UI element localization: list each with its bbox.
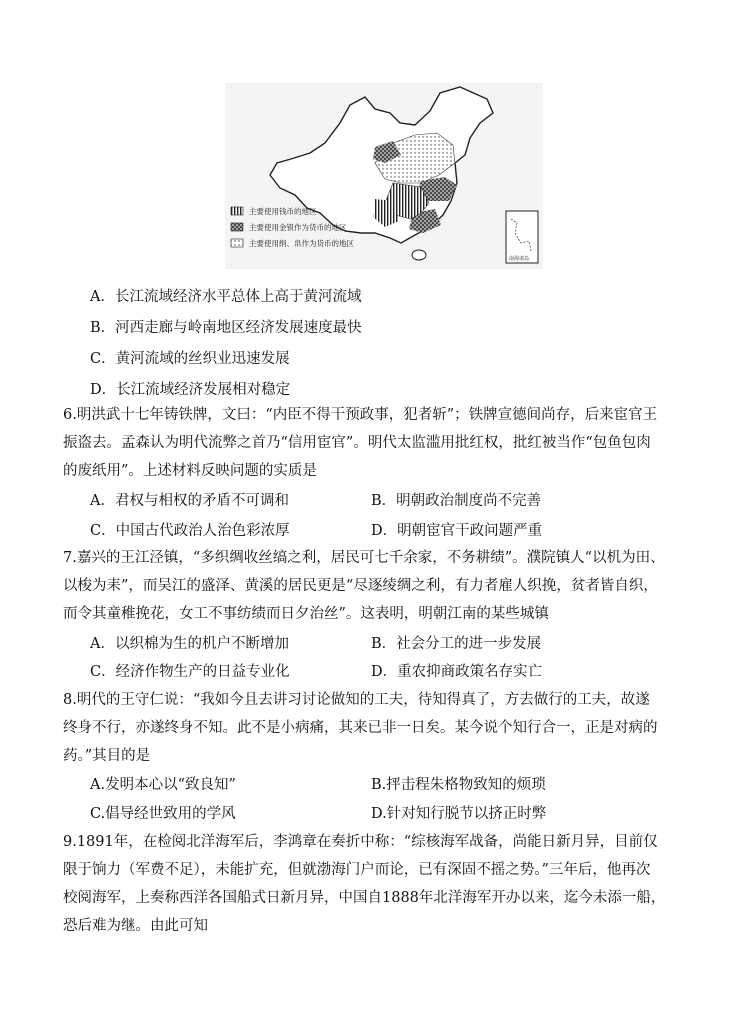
q8-option-b: B.抨击程朱格物致知的烦琐 <box>371 777 546 793</box>
map-svg <box>225 83 543 269</box>
q6-option-c: C．中国古代政治人治色彩浓厚 <box>90 523 290 539</box>
q7-stem-line-3: 而令其童稚挽花，女工不事纺绩而日夕治丝”。这表明，明朝江南的某些城镇 <box>63 606 549 622</box>
q6-option-a: A．君权与相权的矛盾不可调和 <box>90 493 289 509</box>
q6-stem-line-3: 的废纸用”。上述材料反映问题的实质是 <box>63 463 317 479</box>
q9-stem-line-3: 校阅海军，上奏称西洋各国船式日新月异，中国自1888年北洋海军开办以来，迄今未添一船， <box>63 890 666 906</box>
q5-option-a: A．长江流域经济水平总体上高于黄河流域 <box>90 289 362 305</box>
q8-stem-line-2: 终身不行，亦遂终身不知。此不是小病痛，其来已非一日矣。某今说个知行合一，正是对病的 <box>63 720 658 736</box>
q5-option-d: D．长江流域经济发展相对稳定 <box>90 382 291 398</box>
inset-label: 南海诸岛 <box>509 256 530 262</box>
q7-option-b: B．社会分工的进一步发展 <box>371 636 542 652</box>
q9-stem-line-2: 限于饷力（军费不足），未能扩充，但就渤海门户而论，已有深固不摇之势。”三年后，他再次 <box>63 862 651 878</box>
q6-option-b: B．明朝政治制度尚不完善 <box>371 493 542 509</box>
q6-stem-line-1: 6.明洪武十七年铸铁牌，文曰：“内臣不得干预政事，犯者斩”；铁牌宣德间尚存，后来宦官王 <box>63 407 658 423</box>
q6-stem-line-2: 振盗去。孟森认为明代流弊之首乃“信用宦官”。明代太监滥用批红权，批红被当作“包鱼包肉 <box>63 435 651 451</box>
q9-stem-line-1: 9.1891年，在检阅北洋海军后，李鸿章在奏折中称：“综核海军战备，尚能日新月异，目前仅 <box>63 834 658 850</box>
q8-stem-line-3: 药。”其目的是 <box>63 748 151 764</box>
legend-label-coins: 主要使用钱币的地区 <box>249 207 317 216</box>
q7-option-a: A．以织棉为生的机户不断增加 <box>90 636 289 652</box>
legend-label-silk: 主要使用绢、帛作为货币的地区 <box>249 239 354 248</box>
china-currency-map <box>225 83 543 269</box>
q6-option-d: D．明朝宦官干政问题严重 <box>371 523 543 539</box>
q8-option-a: A.发明本心以“致良知” <box>90 777 236 793</box>
south-sea-inset <box>506 211 538 263</box>
q7-option-d: D．重农抑商政策名存实亡 <box>371 664 543 680</box>
q7-stem-line-2: 以梭为耒”，而吴江的盛泽、黄溪的居民更是“尽逐绫绸之利，有力者雇人织挽，贫者皆自织， <box>63 578 658 594</box>
q8-option-d: D.针对知行脱节以挤正时弊 <box>371 806 547 822</box>
q8-stem-line-1: 8.明代的王守仁说：“我如今且去讲习讨论做知的工夫，待知得真了，方去做行的工夫，故遂 <box>63 692 650 708</box>
q7-stem-line-1: 7.嘉兴的王江泾镇，“多织绸收丝缟之利，居民可七千余家，不务耕绩”。濮院镇人“以机为田、 <box>63 550 665 566</box>
q9-stem-line-4: 恐后难为继。由此可知 <box>63 918 208 934</box>
q7-option-c: C．经济作物生产的日益专业化 <box>90 664 290 680</box>
legend-label-gold-silver: 主要使用金银作为货币的地区 <box>249 223 347 232</box>
q5-option-c: C．黄河流域的丝织业迅速发展 <box>90 351 290 367</box>
q8-option-c: C.倡导经世致用的学风 <box>90 806 236 822</box>
q5-option-b: B．河西走廊与岭南地区经济发展速度最快 <box>90 320 362 336</box>
